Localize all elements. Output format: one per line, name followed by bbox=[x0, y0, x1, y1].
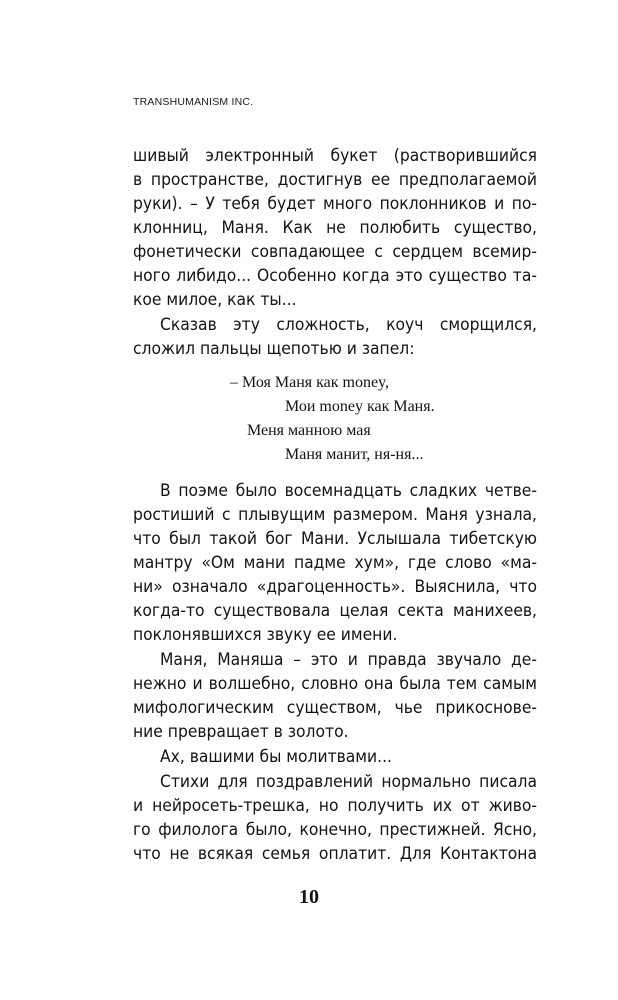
text-line: когда-то существовала целая секта манихеев, bbox=[133, 601, 537, 621]
text-line: ни» означало «драгоценность». Выяснила, что bbox=[133, 577, 537, 597]
text-line: Маня, Маняша – это и правда звучало де- bbox=[160, 650, 537, 670]
text-line: фонетически совпадающее с сердцем всемир- bbox=[133, 242, 537, 262]
text-line: шивый электронный букет (растворившийся bbox=[133, 146, 537, 166]
text-line: поклонявшихся звуку ее имени. bbox=[133, 625, 398, 645]
verse-line: Меня манною мая bbox=[247, 422, 371, 439]
text-line: сложил пальцы щепотью и запел: bbox=[133, 339, 415, 359]
text-line: го филолога было, конечно, престижней. Ясно, bbox=[133, 820, 537, 840]
text-line: кое милое, как ты... bbox=[133, 290, 297, 310]
page-number: 10 bbox=[299, 886, 319, 908]
verse-line: Маня манит, ня-ня... bbox=[285, 446, 424, 463]
text-line: клонниц, Маня. Как не полюбить существо, bbox=[133, 218, 537, 238]
text-line: мантру «Ом мани падме хум», где слово «ма- bbox=[133, 553, 537, 573]
text-line: ного либидо... Особенно когда это существо та- bbox=[133, 266, 537, 286]
text-line: нежно и волшебно, словно она была тем самым bbox=[133, 674, 537, 694]
text-line: что не всякая семья оплатит. Для Контактона bbox=[133, 844, 537, 864]
text-line: мифологическим существом, чье прикоснове- bbox=[133, 698, 537, 718]
text-line: ростиший с плывущим размером. Маня узнала, bbox=[133, 505, 537, 525]
running-head: TRANSHUMANISM INC. bbox=[133, 96, 254, 108]
text-line: Сказав эту сложность, коуч сморщился, bbox=[160, 315, 537, 335]
text-line: что был такой бог Мани. Услышала тибетскую bbox=[133, 529, 537, 549]
text-line: руки). – У тебя будет много поклонников и по- bbox=[133, 194, 537, 214]
text-line: В поэме было восемнадцать сладких четве- bbox=[160, 481, 537, 501]
text-line: и нейросеть-трешка, но получить их от живо- bbox=[133, 796, 537, 816]
text-line: Ах, вашими бы молитвами... bbox=[160, 747, 392, 767]
text-line: Стихи для поздравлений нормально писала bbox=[160, 772, 537, 792]
text-line: в пространстве, достигнув ее предполагаемой bbox=[133, 170, 537, 190]
text-line: ние превращает в золото. bbox=[133, 722, 349, 742]
verse-line: Мои money как Маня. bbox=[285, 398, 435, 415]
verse-line: – Моя Маня как money, bbox=[230, 374, 390, 391]
